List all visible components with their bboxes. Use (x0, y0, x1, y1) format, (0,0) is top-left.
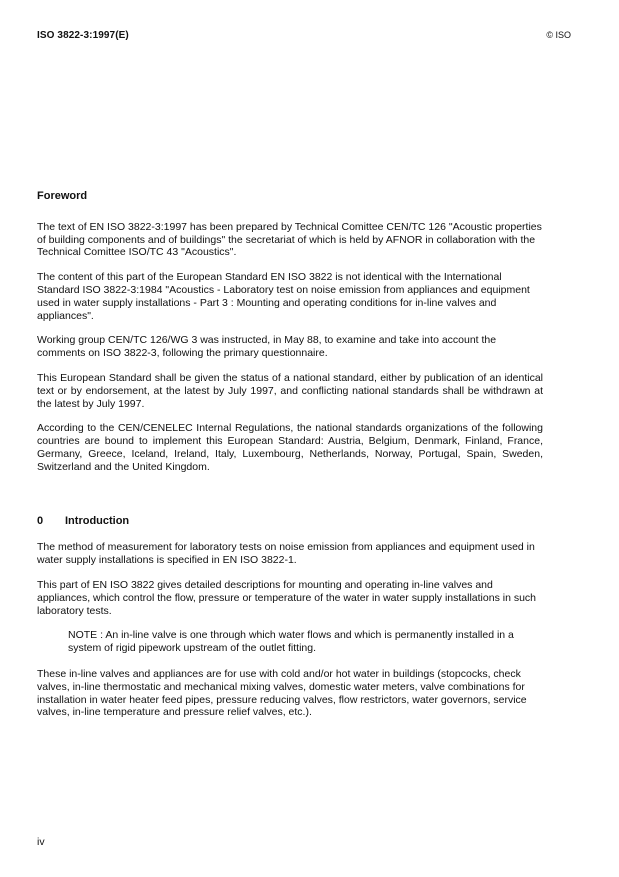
introduction-number: 0 (37, 514, 44, 527)
document-id: ISO 3822-3:1997(E) (37, 30, 129, 41)
page-body (37, 190, 543, 731)
foreword-heading: Foreword (37, 190, 88, 202)
foreword-paragraph-1: The text of EN ISO 3822-3:1997 has been prepared by Technical Comittee CEN/TC 126 "Acoustic properties of building components and of buildings" the secretariat of which is held by AFNOR in collaboration with the Technical Comittee ISO/TC 43 "Acoustics". (37, 220, 542, 259)
introduction-heading (37, 515, 543, 528)
introduction-paragraph-3: These in-line valves and appliances are for use with cold and/or hot water in buildings (stopcocks, check valves, in-line thermostatic and mechanical mixing valves, domestic water meters, valve combinations for installation in water heater feed pipes, pressure reducing valves, flow restrictors, water governors, service valves, in-line temperature and pressure relief valves, etc.). (37, 667, 527, 719)
foreword-paragraph-2: The content of this part of the European Standard EN ISO 3822 is not identical with the International Standard ISO 3822-3:1984 "Acoustics - Laboratory test on noise emission from appliances and equipment used in water supply installations - Part 3 : Mounting and operating conditions for in-line valves and appliances". (37, 271, 530, 322)
foreword-paragraph-5: According to the CEN/CENELEC Internal Regulations, the national standards organizations of the following countries are bound to implement this European Standard: Austria, Belgium, Denmark, Finland, France, Germany, Greece, Iceland, Ireland, Italy, Luxembourg, Netherlands, Norway, Portugal, Spain, Sweden, Switzerland and the United Kingdom. (37, 422, 543, 473)
page-number: iv (37, 836, 45, 848)
foreword-paragraph-4: This European Standard shall be given the status of a national standard, either by publication of an identical text or by endorsement, at the latest by July 1997, and conflicting national standards shall be withdrawn at the latest by July 1997. (37, 371, 543, 410)
introduction-paragraph-2: This part of EN ISO 3822 gives detailed descriptions for mounting and operating in-line valves and appliances, which control the flow, pressure or temperature of the water in water supply installations in such laboratory tests. (37, 578, 537, 617)
copyright-mark: © ISO (546, 30, 571, 40)
foreword-paragraph-3: Working group CEN/TC 126/WG 3 was instructed, in May 88, to examine and take into account the comments on ISO 3822-3, following the primary questionnaire. (37, 334, 497, 360)
introduction-title: Introduction (65, 514, 130, 527)
introduction-note: NOTE : An in-line valve is one through which water flows and which is permanently installed in a system of rigid pipework upstream of the outlet fitting. (68, 629, 514, 655)
introduction-paragraph-1: The method of measurement for laboratory tests on noise emission from appliances and equipment used in water supply installations is specified in EN ISO 3822-1. (37, 541, 535, 567)
